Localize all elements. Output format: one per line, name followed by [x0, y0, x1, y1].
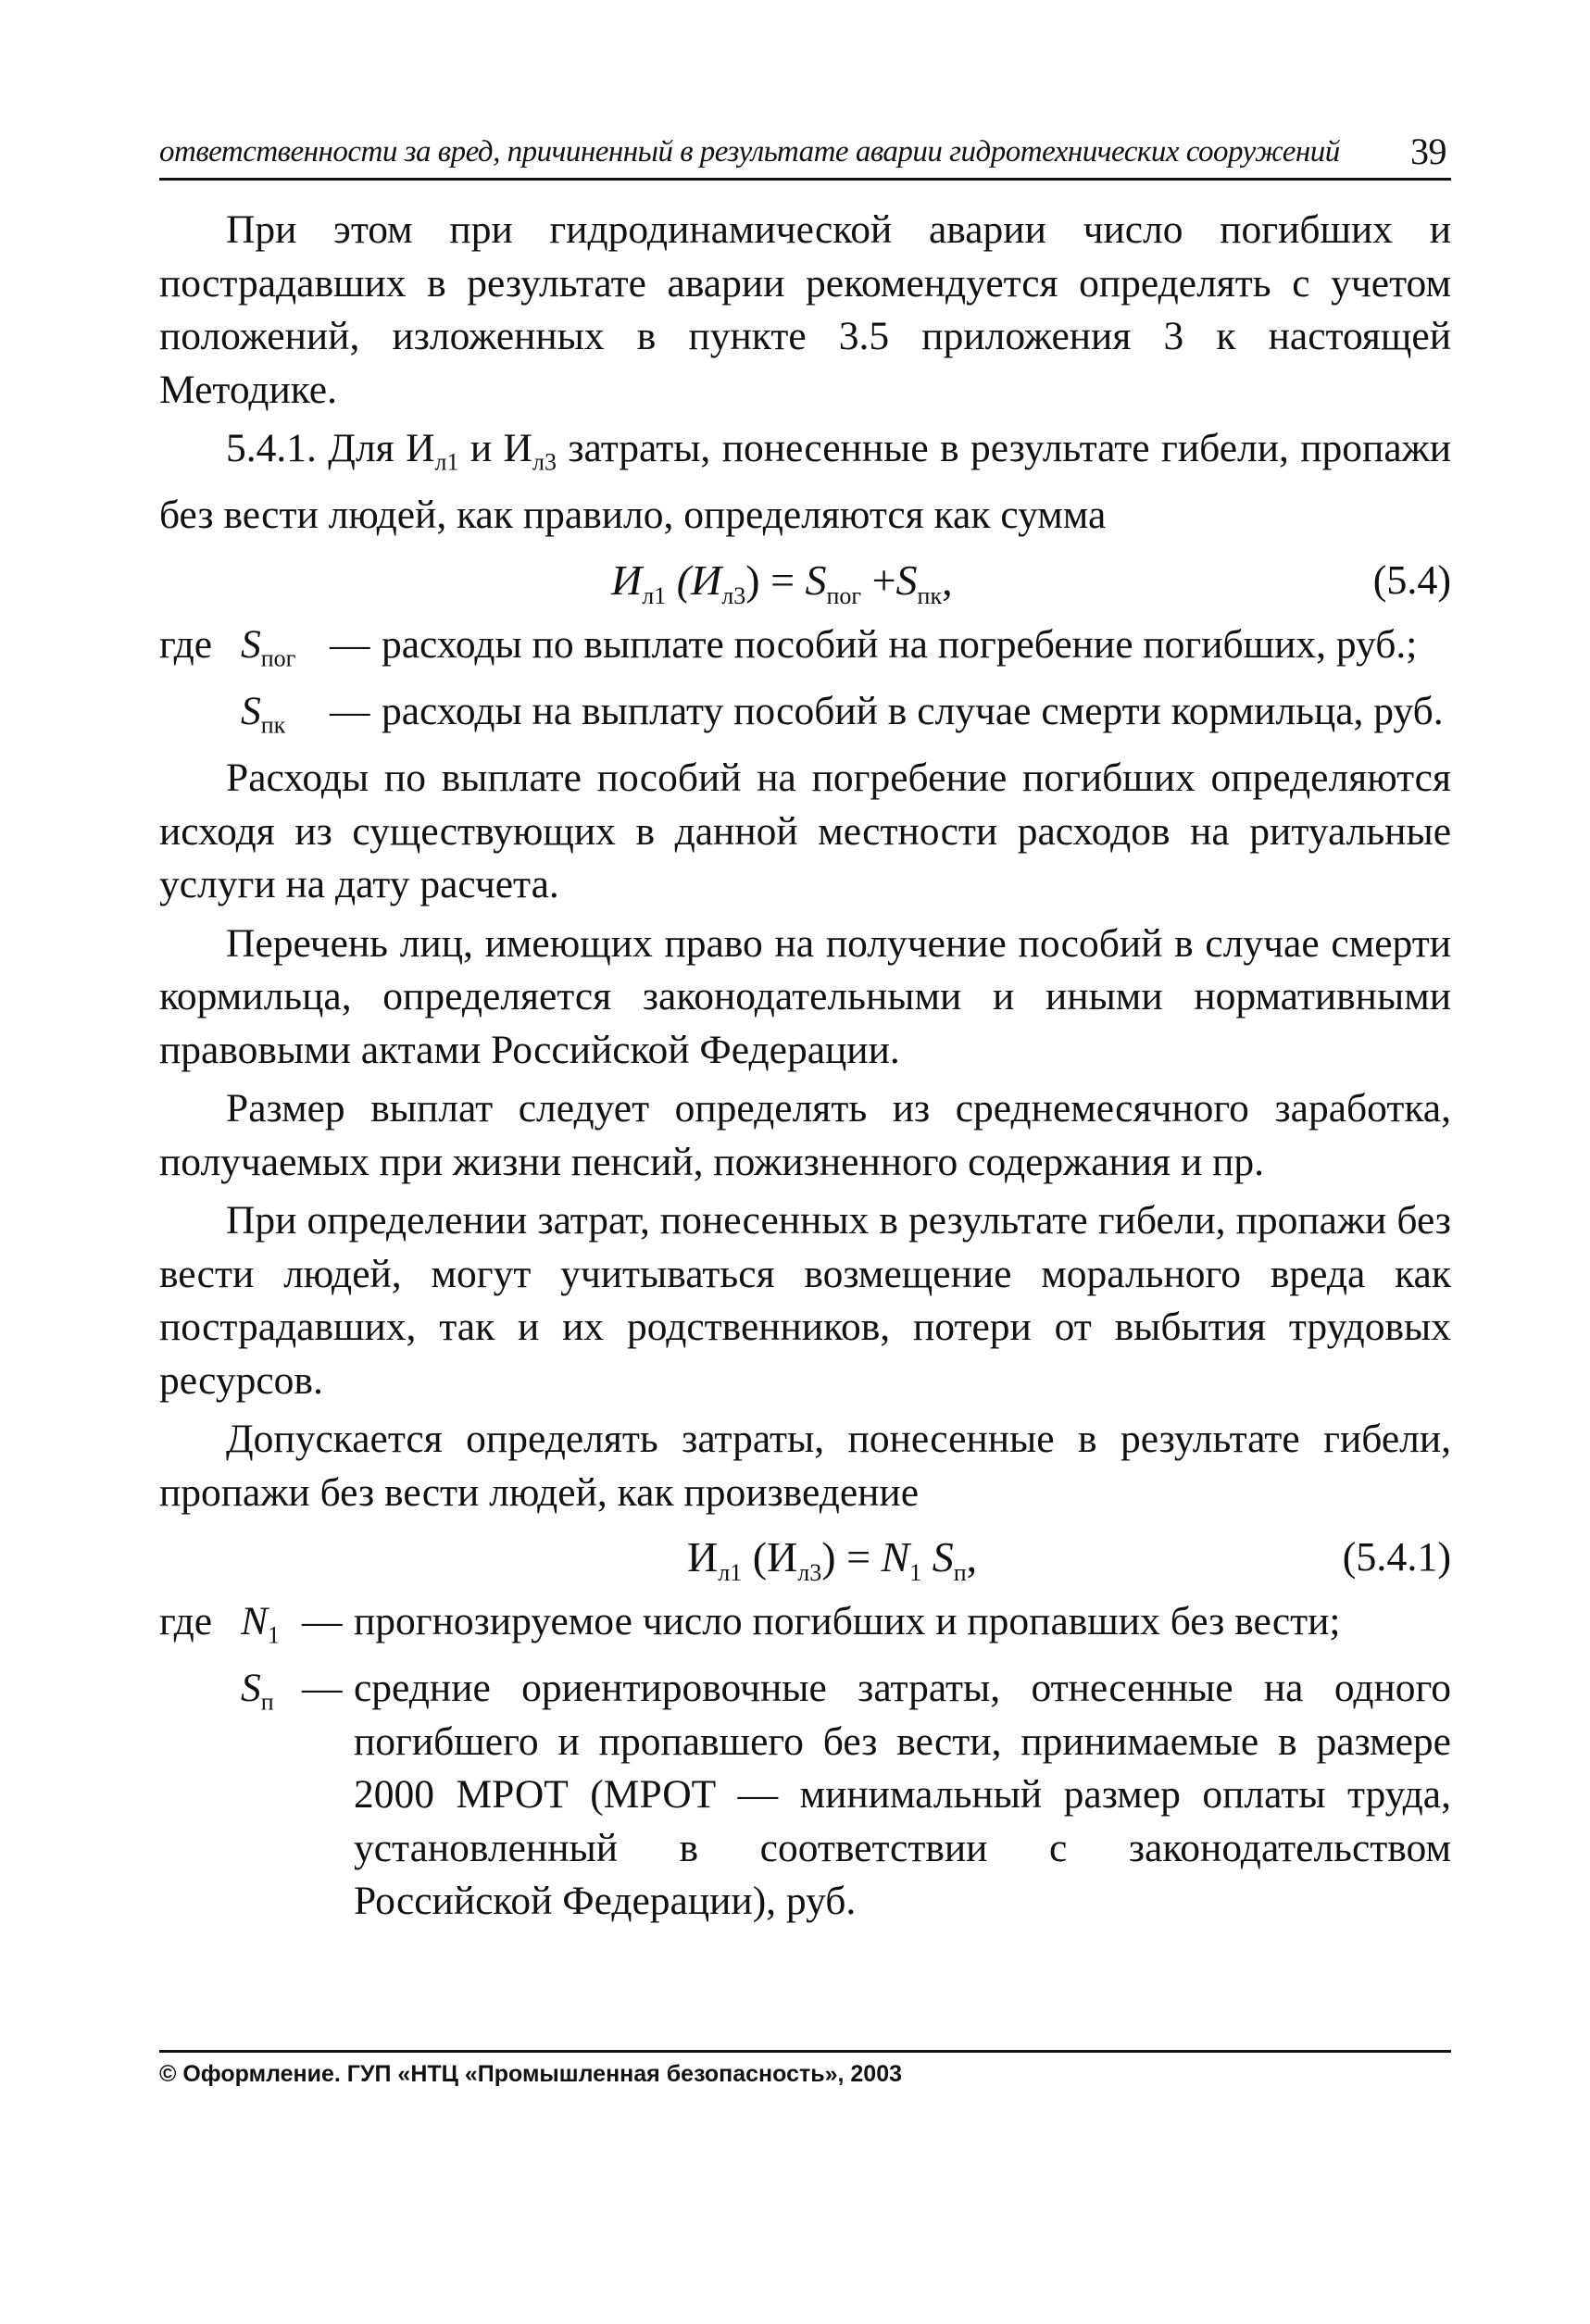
where-text: расходы по выплате пособий на погребение погибших, руб.;: [382, 621, 1418, 667]
p2-sub2: л3: [532, 448, 557, 476]
where-text: расходы на выплату пособий в случае смерти кормильца, руб.: [382, 688, 1444, 733]
body-text: [159, 204, 1451, 1929]
p2-mid: и И: [458, 426, 532, 470]
f54-comma: ,: [942, 556, 953, 604]
where-dash: —: [302, 1599, 343, 1644]
formula-5-4: [159, 546, 1451, 618]
f541-s: S: [921, 1533, 954, 1581]
p2-suffix: затраты, понесенные в результате гибели, пропажи без вести людей, как правило, определяются как сумма: [159, 426, 1451, 538]
f54-paren-sub: л3: [721, 581, 746, 609]
where-item: [159, 1662, 1451, 1929]
footer-copyright: © Оформление. ГУП «НТЦ «Промышленная безопасность», 2003: [159, 2061, 903, 2087]
header-rule: [159, 178, 1451, 181]
where-label: где: [159, 1599, 213, 1644]
where-list-5-4-1: [159, 1595, 1451, 1929]
paragraph-4: Перечень лиц, имеющих право на получение пособий в случае смерти кормильца, определяется законодательными и иными нормативными правовыми актами Российской Федерации.: [159, 920, 1451, 1072]
paragraph-6: При определении затрат, понесенных в результате гибели, пропажи без вести людей, могут учитываться возмещение морального вреда как пострадавших, так и их родственников, потери от выбытия трудовых ресурсов.: [159, 1198, 1451, 1403]
where-list-5-4: [159, 618, 1451, 752]
where-dash: —: [302, 1666, 343, 1711]
where-item: [159, 1595, 1451, 1662]
f541-comma: ,: [966, 1533, 978, 1581]
f54-paren-open: (И: [666, 556, 722, 604]
running-title: ответственности за вред, причиненный в результате аварии гидротехнических сооружений: [159, 135, 1340, 169]
where-item: [159, 618, 1451, 685]
f54-s1: S: [805, 556, 827, 604]
where-symbol: $S_п$: [241, 1666, 274, 1716]
paragraph-5-4-1: [159, 422, 1451, 543]
paragraph-1: При этом при гидродинамической аварии число погибших и пострадавших в результате аварии рекомендуется определять с учетом положений, изложенных в пункте 3.5 приложения 3 к настоящей Методике.: [159, 207, 1451, 412]
formula-5-4-number: (5.4): [1372, 556, 1451, 603]
f541-n-sub: 1: [909, 1559, 922, 1587]
f541-paren-sub: л3: [797, 1559, 822, 1587]
where-dash: —: [330, 621, 370, 667]
formula-5-4-1-expression: [687, 1531, 977, 1600]
f541-paren-open: (И: [742, 1533, 798, 1581]
f54-s1-sub: пог: [826, 581, 862, 609]
page-number: 39: [1410, 131, 1446, 172]
where-label: где: [159, 621, 213, 667]
where-symbol: $S_{пк}$: [241, 688, 286, 739]
p2-prefix: 5.4.1. Для И: [226, 426, 435, 470]
where-symbol: $S_{пог}$: [241, 621, 296, 672]
formula-5-4-expression: [611, 554, 953, 623]
paragraph-7: Допускается определять затраты, понесенные в результате гибели, пропажи без вести людей, как произведение: [159, 1417, 1451, 1515]
paragraph-5: Размер выплат следует определять из среднемесячного заработка, получаемых при жизни пенсий, пожизненного содержания и пр.: [159, 1086, 1451, 1184]
where-text: прогнозируемое число погибших и пропавших без вести;: [354, 1599, 1341, 1644]
p2-sub1: л1: [434, 448, 459, 476]
f541-s-sub: п: [953, 1559, 967, 1587]
where-symbol: $N_1$: [241, 1599, 281, 1649]
formula-5-4-1-number: (5.4.1): [1342, 1534, 1451, 1581]
where-dash: —: [330, 688, 370, 733]
formula-5-4-1: [159, 1523, 1451, 1595]
f54-lhs-sub: л1: [642, 581, 667, 609]
f541-n: N: [881, 1533, 910, 1581]
where-item: [159, 685, 1451, 752]
f54-s2-sub: пк: [917, 581, 943, 609]
running-header: [159, 131, 1446, 172]
f54-lhs: И: [611, 556, 643, 604]
f541-lhs-sub: л1: [718, 1559, 743, 1587]
footer-rule: [159, 2050, 1451, 2053]
f54-plus: +: [861, 556, 896, 604]
where-text: средние ориентировочные затраты, отнесенные на одного погибшего и пропавшего без вести, принимаемые в размере 2000 МРОТ (МРОТ — минимальный размер оплаты труда, установленный в соответствии с законодательством Российской Федерации), руб.: [354, 1666, 1451, 1924]
f541-paren-close: ) =: [821, 1533, 882, 1581]
f54-paren-close: ) =: [745, 556, 806, 604]
f541-lhs: И: [687, 1533, 719, 1581]
f54-s2: S: [895, 556, 918, 604]
paragraph-3: Расходы по выплате пособий на погребение погибших определяются исходя из существующих в данной местности расходов на ритуальные услуги на дату расчета.: [159, 756, 1451, 907]
